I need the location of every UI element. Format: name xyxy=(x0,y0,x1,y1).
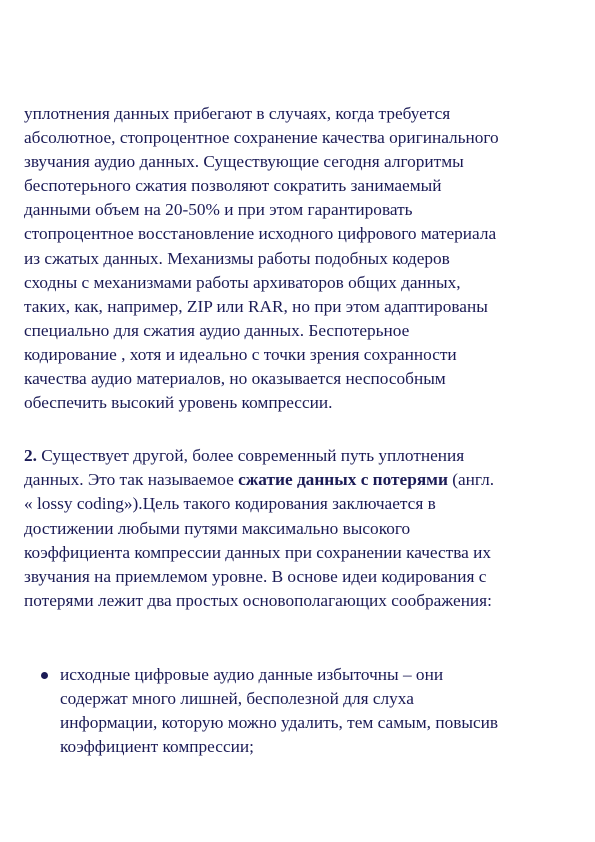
text-line: коэффициент компрессии; xyxy=(60,737,254,757)
text-line: звучания на приемлемом уровне. В основе идеи кодирования с xyxy=(24,566,487,586)
text-line xyxy=(24,444,576,468)
text-run: Существует другой, более современный путь уплотнения xyxy=(36,446,465,466)
text-line: беспотерьного сжатия позволяют сократить занимаемый xyxy=(24,176,442,196)
text-line: исходные цифровые аудио данные избыточны – они xyxy=(60,664,444,684)
text-line: достижении любыми путями максимально высокого xyxy=(24,518,411,538)
bullet-list xyxy=(24,663,576,759)
text-line: из сжатых данных. Механизмы работы подобных кодеров xyxy=(24,248,450,268)
text-line xyxy=(24,468,576,492)
text-line: качества аудио материалов, но оказывается неспособным xyxy=(24,369,446,389)
text-line: уплотнения данных прибегают в случаях, когда требуется xyxy=(24,104,451,123)
list-item xyxy=(24,663,576,759)
text-line: кодирование , хотя и идеально с точки зрения сохранности xyxy=(24,344,457,364)
text-line: стопроцентное восстановление исходного цифрового материала xyxy=(24,224,497,244)
paragraph-lossy xyxy=(24,444,576,613)
paragraph-lossless xyxy=(24,102,576,415)
text-run: (англ. xyxy=(447,470,495,490)
text-run: данных. Это так называемое xyxy=(24,470,239,490)
text-line: « lossy coding»).Цель такого кодирования заключается в xyxy=(24,494,436,514)
text-line: сходны с механизмами работы архиваторов общих данных, xyxy=(24,272,461,292)
text-line: коэффициента компрессии данных при сохранении качества их xyxy=(24,542,492,562)
text-line: абсолютное, стопроцентное сохранение качества оригинального xyxy=(24,128,499,148)
text-line: потерями лежит два простых основополагающих соображения: xyxy=(24,590,492,610)
text-line: звучания аудио данных. Существующие сегодня алгоритмы xyxy=(24,152,464,172)
text-line: данными объем на 20-50% и при этом гарантировать xyxy=(24,200,413,220)
text-line: информации, которую можно удалить, тем самым, повысив xyxy=(60,713,499,733)
section-number: 2. xyxy=(24,446,37,466)
document-page xyxy=(24,100,576,759)
text-line: содержат много лишней, бесполезной для слуха xyxy=(60,688,414,708)
text-line: специально для сжатия аудио данных. Беспотерьное xyxy=(24,320,410,340)
bullet-icon xyxy=(41,672,48,679)
term-lossy-compression: сжатие данных с потерями xyxy=(238,470,448,490)
text-line: таких, как, например, ZIP или RAR, но при этом адаптированы xyxy=(24,296,488,316)
text-line: обеспечить высокий уровень компрессии. xyxy=(24,393,333,413)
